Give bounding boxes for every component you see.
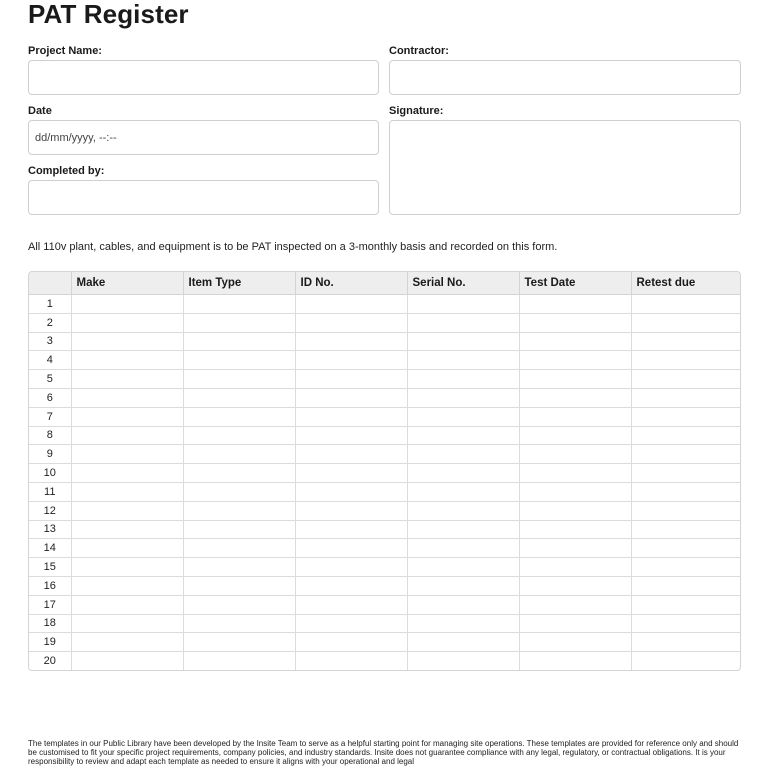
retest-due-cell[interactable]: [631, 332, 740, 351]
contractor-field-box: [389, 60, 741, 95]
retest-due-cell[interactable]: [631, 595, 740, 614]
test-date-cell[interactable]: [519, 370, 631, 389]
id-no-cell[interactable]: [295, 445, 407, 464]
make-cell[interactable]: [71, 633, 183, 652]
table-row: [29, 595, 740, 614]
test-date-cell[interactable]: [519, 332, 631, 351]
test-date-cell[interactable]: [519, 445, 631, 464]
serial-no-cell[interactable]: [407, 351, 519, 370]
table-row: [29, 445, 740, 464]
serial-no-cell[interactable]: [407, 595, 519, 614]
serial-no-cell[interactable]: [407, 295, 519, 314]
item-type-cell[interactable]: [183, 445, 295, 464]
test-date-cell[interactable]: [519, 539, 631, 558]
test-date-cell[interactable]: [519, 558, 631, 577]
id-no-cell[interactable]: [295, 595, 407, 614]
serial-no-cell[interactable]: [407, 520, 519, 539]
make-cell[interactable]: [71, 576, 183, 595]
make-cell[interactable]: [71, 520, 183, 539]
make-cell[interactable]: [71, 595, 183, 614]
row-number: 7: [29, 407, 71, 426]
item-type-cell[interactable]: [183, 388, 295, 407]
make-cell[interactable]: [71, 370, 183, 389]
id-no-cell[interactable]: [295, 482, 407, 501]
signature-pad[interactable]: [389, 120, 741, 215]
date-field-box: [28, 120, 379, 155]
serial-no-cell[interactable]: [407, 652, 519, 670]
test-date-cell[interactable]: [519, 464, 631, 483]
item-type-cell[interactable]: [183, 595, 295, 614]
item-type-cell[interactable]: [183, 614, 295, 633]
pat-table: [28, 271, 741, 671]
serial-no-cell[interactable]: [407, 313, 519, 332]
make-cell[interactable]: [71, 388, 183, 407]
table-row: [29, 426, 740, 445]
serial-no-cell[interactable]: [407, 388, 519, 407]
retest-due-cell[interactable]: [631, 501, 740, 520]
row-number: 17: [29, 595, 71, 614]
row-number: 14: [29, 539, 71, 558]
retest-due-cell[interactable]: [631, 539, 740, 558]
row-number: 10: [29, 464, 71, 483]
item-type-cell[interactable]: [183, 426, 295, 445]
make-cell[interactable]: [71, 652, 183, 670]
row-number: 12: [29, 501, 71, 520]
make-cell[interactable]: [71, 295, 183, 314]
test-date-cell[interactable]: [519, 482, 631, 501]
header-serial-no: Serial No.: [407, 272, 519, 295]
serial-no-cell[interactable]: [407, 426, 519, 445]
contractor-label: Contractor:: [389, 45, 449, 57]
item-type-cell[interactable]: [183, 482, 295, 501]
make-cell[interactable]: [71, 614, 183, 633]
make-cell[interactable]: [71, 313, 183, 332]
id-no-cell[interactable]: [295, 313, 407, 332]
make-cell[interactable]: [71, 539, 183, 558]
test-date-cell[interactable]: [519, 407, 631, 426]
header-item-type: Item Type: [183, 272, 295, 295]
id-no-cell[interactable]: [295, 295, 407, 314]
id-no-cell[interactable]: [295, 351, 407, 370]
item-type-cell[interactable]: [183, 313, 295, 332]
table-row: [29, 370, 740, 389]
test-date-cell[interactable]: [519, 351, 631, 370]
item-type-cell[interactable]: [183, 407, 295, 426]
disclaimer-text: The templates in our Public Library have been developed by the Insite Team to serve as a helpful starting point for managing site operations. These templates are provided for reference only and should be customised to fit your specific project requirements, company policies, and industry standards. Insite does not guarantee compliance with any legal, regulatory, or contractual obligations. It is your responsibility to review and adapt each template as needed to ensure it aligns with your operational and legal: [28, 739, 739, 767]
serial-no-cell[interactable]: [407, 407, 519, 426]
row-number: 11: [29, 482, 71, 501]
test-date-cell[interactable]: [519, 614, 631, 633]
id-no-cell[interactable]: [295, 652, 407, 670]
header-row-number: [29, 272, 71, 295]
table-row: [29, 501, 740, 520]
item-type-cell[interactable]: [183, 351, 295, 370]
table-row: [29, 464, 740, 483]
make-cell[interactable]: [71, 482, 183, 501]
id-no-cell[interactable]: [295, 388, 407, 407]
retest-due-cell[interactable]: [631, 652, 740, 670]
table-body: [29, 295, 740, 670]
row-number: 18: [29, 614, 71, 633]
make-cell[interactable]: [71, 351, 183, 370]
make-cell[interactable]: [71, 464, 183, 483]
id-no-cell[interactable]: [295, 614, 407, 633]
signature-label: Signature:: [389, 105, 444, 117]
row-number: 5: [29, 370, 71, 389]
table-row: [29, 633, 740, 652]
header-id-no: ID No.: [295, 272, 407, 295]
retest-due-cell[interactable]: [631, 576, 740, 595]
table-row: [29, 407, 740, 426]
table-header-row: [29, 272, 740, 295]
retest-due-cell[interactable]: [631, 558, 740, 577]
serial-no-cell[interactable]: [407, 501, 519, 520]
row-number: 2: [29, 313, 71, 332]
id-no-cell[interactable]: [295, 426, 407, 445]
test-date-cell[interactable]: [519, 295, 631, 314]
serial-no-cell[interactable]: [407, 558, 519, 577]
id-no-cell[interactable]: [295, 370, 407, 389]
make-cell[interactable]: [71, 501, 183, 520]
item-type-cell[interactable]: [183, 652, 295, 670]
table-row: [29, 520, 740, 539]
row-number: 3: [29, 332, 71, 351]
inspection-notice: All 110v plant, cables, and equipment is to be PAT inspected on a 3-monthly basis and recorded on this form.: [28, 241, 558, 253]
row-number: 9: [29, 445, 71, 464]
id-no-cell[interactable]: [295, 464, 407, 483]
retest-due-cell[interactable]: [631, 445, 740, 464]
row-number: 19: [29, 633, 71, 652]
serial-no-cell[interactable]: [407, 576, 519, 595]
row-number: 20: [29, 652, 71, 670]
table-row: [29, 388, 740, 407]
retest-due-cell[interactable]: [631, 482, 740, 501]
retest-due-cell[interactable]: [631, 388, 740, 407]
test-date-cell[interactable]: [519, 595, 631, 614]
retest-due-cell[interactable]: [631, 370, 740, 389]
table-row: [29, 313, 740, 332]
item-type-cell[interactable]: [183, 520, 295, 539]
retest-due-cell[interactable]: [631, 313, 740, 332]
retest-due-cell[interactable]: [631, 407, 740, 426]
test-date-cell[interactable]: [519, 388, 631, 407]
item-type-cell[interactable]: [183, 576, 295, 595]
id-no-cell[interactable]: [295, 501, 407, 520]
header-make: Make: [71, 272, 183, 295]
id-no-cell[interactable]: [295, 576, 407, 595]
make-cell[interactable]: [71, 332, 183, 351]
test-date-cell[interactable]: [519, 426, 631, 445]
table-row: [29, 614, 740, 633]
id-no-cell[interactable]: [295, 633, 407, 652]
id-no-cell[interactable]: [295, 407, 407, 426]
serial-no-cell[interactable]: [407, 539, 519, 558]
table-row: [29, 558, 740, 577]
retest-due-cell[interactable]: [631, 464, 740, 483]
test-date-cell[interactable]: [519, 501, 631, 520]
retest-due-cell[interactable]: [631, 633, 740, 652]
serial-no-cell[interactable]: [407, 370, 519, 389]
project-name-label: Project Name:: [28, 45, 102, 57]
item-type-cell[interactable]: [183, 501, 295, 520]
completed-by-label: Completed by:: [28, 165, 105, 177]
contractor-field[interactable]: [390, 61, 740, 94]
row-number: 6: [29, 388, 71, 407]
date-label: Date: [28, 105, 52, 117]
serial-no-cell[interactable]: [407, 614, 519, 633]
project-name-field[interactable]: [29, 61, 378, 94]
make-cell[interactable]: [71, 558, 183, 577]
table-row: [29, 539, 740, 558]
row-number: 1: [29, 295, 71, 314]
retest-due-cell[interactable]: [631, 295, 740, 314]
row-number: 13: [29, 520, 71, 539]
row-number: 8: [29, 426, 71, 445]
serial-no-cell[interactable]: [407, 633, 519, 652]
row-number: 16: [29, 576, 71, 595]
serial-no-cell[interactable]: [407, 482, 519, 501]
date-field[interactable]: [29, 121, 378, 154]
test-date-cell[interactable]: [519, 520, 631, 539]
test-date-cell[interactable]: [519, 313, 631, 332]
serial-no-cell[interactable]: [407, 464, 519, 483]
retest-due-cell[interactable]: [631, 614, 740, 633]
item-type-cell[interactable]: [183, 558, 295, 577]
id-no-cell[interactable]: [295, 558, 407, 577]
item-type-cell[interactable]: [183, 464, 295, 483]
row-number: 4: [29, 351, 71, 370]
completed-by-field-box: [28, 180, 379, 215]
retest-due-cell[interactable]: [631, 351, 740, 370]
serial-no-cell[interactable]: [407, 445, 519, 464]
retest-due-cell[interactable]: [631, 520, 740, 539]
serial-no-cell[interactable]: [407, 332, 519, 351]
item-type-cell[interactable]: [183, 295, 295, 314]
item-type-cell[interactable]: [183, 332, 295, 351]
test-date-cell[interactable]: [519, 633, 631, 652]
table-row: [29, 295, 740, 314]
make-cell[interactable]: [71, 445, 183, 464]
make-cell[interactable]: [71, 426, 183, 445]
make-cell[interactable]: [71, 407, 183, 426]
id-no-cell[interactable]: [295, 539, 407, 558]
test-date-cell[interactable]: [519, 652, 631, 670]
header-test-date: Test Date: [519, 272, 631, 295]
test-date-cell[interactable]: [519, 576, 631, 595]
id-no-cell[interactable]: [295, 332, 407, 351]
row-number: 15: [29, 558, 71, 577]
project-name-field-box: [28, 60, 379, 95]
header-retest-due: Retest due: [631, 272, 740, 295]
table-row: [29, 576, 740, 595]
table-row: [29, 482, 740, 501]
completed-by-field[interactable]: [29, 181, 378, 214]
retest-due-cell[interactable]: [631, 426, 740, 445]
table-row: [29, 652, 740, 670]
item-type-cell[interactable]: [183, 370, 295, 389]
item-type-cell[interactable]: [183, 539, 295, 558]
table-row: [29, 332, 740, 351]
table-row: [29, 351, 740, 370]
item-type-cell[interactable]: [183, 633, 295, 652]
id-no-cell[interactable]: [295, 520, 407, 539]
page-title: PAT Register: [28, 0, 189, 29]
